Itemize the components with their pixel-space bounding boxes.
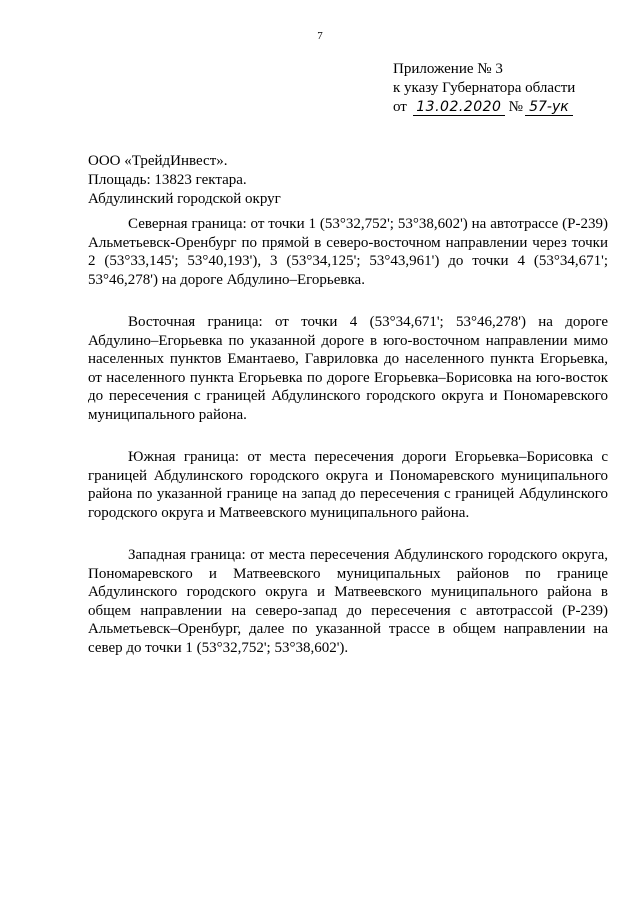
northern-border-paragraph: Северная граница: от точки 1 (53°32,752'; 53°38,602') на автотрассе (Р-239) Альметьевск-Оренбург по прямой в северо-восточном направлении через точки 2 (53°33,145'; 53°40,193'), 3 (53°34,125'; 53°43,961') до точки 4 (53°34,671'; 53°46,278') на дороге Абдулино–Егорьевка.	[88, 216, 608, 288]
from-label: от	[393, 99, 407, 115]
appendix-title: Приложение № 3	[393, 61, 503, 77]
organization-district: Абдулинский городской округ	[88, 191, 281, 207]
border-description	[88, 215, 608, 681]
decree-number-handwritten: 57-ук	[525, 99, 573, 116]
decree-date-handwritten: 13.02.2020	[413, 99, 505, 116]
appendix-header	[393, 60, 575, 117]
appendix-date-number-line	[393, 98, 575, 117]
western-border-paragraph: Западная граница: от места пересечения Абдулинского городского округа, Пономаревского и Матвеевского муниципальных районов по границе Абдулинского городского округа и Матвеевского муниципального района в общем направлении на северо-запад до пересечения с автотрассой (Р-239) Альметьевск–Оренбург, далее по указанной трассе в общем направлении на север до точки 1 (53°32,752'; 53°38,602').	[88, 547, 608, 656]
organization-block	[88, 152, 281, 209]
number-label: №	[508, 99, 523, 115]
organization-area: Площадь: 13823 гектара.	[88, 172, 247, 188]
eastern-border-paragraph: Восточная граница: от точки 4 (53°34,671'; 53°46,278') на дороге Абдулино–Егорьевка по указанной дороге в юго-восточном направлении мимо населенных пунктов Емантаево, Гавриловка до населенного пункта Егорьевка, от населенного пункта Егорьевка по дороге Егорьевка–Борисовка на юго-восток до пересечения с границей Абдулинского городского округа и Пономаревского муниципального района.	[88, 314, 608, 423]
southern-border-paragraph: Южная граница: от места пересечения дороги Егорьевка–Борисовка с границей Абдулинского городского округа и Пономаревского муниципального района по указанной границе на запад до пересечения с границей Абдулинского городского округа и Матвеевского муниципального района.	[88, 449, 608, 521]
page-number: 7	[317, 30, 323, 42]
appendix-decree-reference: к указу Губернатора области	[393, 80, 576, 96]
organization-name: ООО «ТрейдИнвест».	[88, 153, 228, 169]
